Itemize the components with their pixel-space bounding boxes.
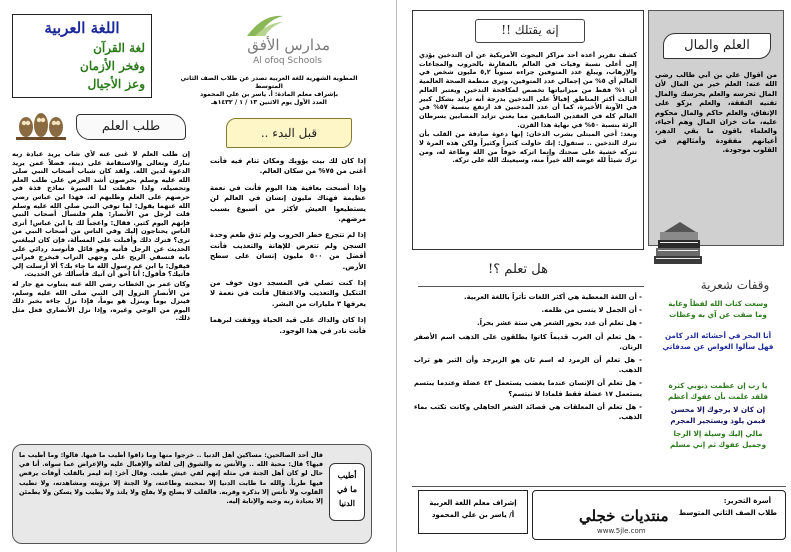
before-start-text [210, 156, 366, 436]
did-you-know-item: - هل تعلم أن المعلقات هي قصائد الشعر الجاهلي وكانت تكتب بماء الذهب. [414, 402, 642, 422]
books-icon [650, 220, 708, 268]
issue-line-3: العدد الأول يوم الاثنين ١٣ / ١ / ١٤٣٢هـ [211, 99, 327, 106]
footer-rule [412, 486, 786, 487]
warning-paragraph: وبعد: أخي المبتلى بشرب الدخان: إنها دعوة صادقة من القلب بأن تترك التدخين .. ستقول: إنك حاولت كثيراً وكثيراً ولكن هذه المرة لا تتركه خشية على صحتك وإنما اتركه خوفاً من الله وطاعة له، ومن ترك شيئاً لله عوضه الله خيراً منه، وسيعينك الله على تركه. [419, 130, 637, 165]
poetry-verse: مالي إليك وسيلة إلا الرجا [673, 429, 763, 438]
warning-text [419, 51, 637, 245]
subject-title-box [12, 14, 152, 98]
before-start-item: وإذا أصبحت بعافية هذا اليوم فأنت في نعمة عظيمة فهناك مليون إنسان في العالم لن يستطيعوا العيش لأكثر من أسبوع بسبب مرضهم. [210, 183, 366, 224]
subject-line-3: وعز الأجيال [87, 77, 145, 91]
did-you-know-item: - هل تعلم أن الزمرد له اسم ثان هو الزبرجد وأن التبر هو تراب الذهب. [414, 356, 642, 375]
knowledge-wealth-text: من أقوال علي بن أبي طالب رضي الله عنه: العلم خير من المال لأن المال تحرسه والعلم يحرسك والمال تفنيه النفقة، والعلم يزكو على الإنفاق، والعلم حاكم والمال محكوم عليه، مات خزان المال وهم أحياء، والعلماء باقون ما بقي الدهر، أعيانهم مفقودة وأمثالهم في القلوب موجودة. [655, 71, 777, 155]
warning-paragraph: كشف تقرير أعده أحد مراكز البحوث الأمريكية عن أن التدخين يؤدي إلى أعلى نسبة وفيات في العالم بالمقارنة بالحروب والمجاعات والإرهاب، ويبلغ عدد المتوفين جراءه سنوياً ٥,٢ مليون شخص في العالم أي ٥% من إجمالي عدد المتوفين، وترى منظمة الصحة العالمية أن ١% فقط من ميزانياتها تخصص لمكافحة التدخين ويعتبر العالم الثالث أكثر المناطق إقبالاً على التدخين بدرجة أنه تزايد بشكل كبير في الآونة الأخيرة، كما أن عدد المدخنين قد ارتفع بنسبة ٥٧% في العالم كله في العقدين السابقين مما يعني تزايد المصابين بسرطان الرئة بنسبة ٥٠% في نهاية هذا القرن. [419, 51, 637, 129]
school-logo [205, 12, 330, 74]
before-start-item: إذا كان والداك على قيد الحياة ووفقت لبرهما فأنت نادر في هذا الوجود. [210, 316, 366, 335]
did-you-know-item: - هل تعلم أن العرب قديماً كانوا يطلقون على الذهب اسم الأصفر الرنان. [414, 332, 642, 351]
pause-box-text: قال أحد الصالحين: مساكين أهل الدنيا .. خرجوا منها وما ذاقوا أطيب ما فيها. قالوا: وما أطيب ما فيها؟ قال: محبة الله .. والأنس به والشوق إلى لقائه والإقبال عليه والإعراض عما سواه. أنا في حال لو كان أهل الجنة في مثله إنهم لفي عيش طيب. وقال آخر: إنه ليمر بالقلب أوقات يرقص فيها طرباً. والله ما طابت الدنيا إلا بمحبته وطاعته، ولا الجنة إلا برؤيته ومشاهدته، ولا تطيب القلوب ولا تأنس إلا بذكره وقربه. فالقلب لا يصلح ولا يفلح ولا يلتذ ولا يطيب ولا يسكن ولا يطمئن إلا بعبادة ربه وحبه والإنابة إليه. [19, 451, 323, 506]
editorial-line-2: طلاب الصف الثاني المتوسط [678, 509, 777, 517]
editorial-line-1: أسرة التحرير: [723, 497, 771, 505]
supervisor-box [418, 490, 528, 534]
poetry-verse: يا رب إن عظمت ذنوبي كثرة [668, 381, 768, 390]
seeking-knowledge-heading [76, 114, 186, 140]
seeking-knowledge-paragraph: إن طلب العلم لا غنى عنه لأي شاب يريد عبادة ربه تبارك وتعالى والاستقامة على دينه، فضلاً عمن يريد الدعوة لدين الله. ولقد كان شباب أصحاب النبي صلى الله عليه وسلم يحرصون أشد الحرص على طلب العلم وتحصيله، ولذا حفظت لنا السيرة نماذج فذة في حرصهم على العلم وطلبهم له. فهذا ابن عباس رضي الله عنهما يقول: لما توفي النبي صلى الله عليه وسلم قلت لرجل من الأنصار: هلم فلنسأل أصحاب النبي فإنهم اليوم كثير. فقال: واعجباً لك يا ابن عباس! أترى الناس يحتاجون إليك وفي الناس من أصحاب النبي من ترى؟ فترك ذلك وأقبلت على المسألة، فإن كان ليبلغني الحديث عن الرجل فآتيه وهو قائل فأتوسد ردائي على بابه فتسفي الريح على وجهي التراب فيخرج فيراني فيقول: يا ابن عم رسول الله ما جاء بك؟ ألا أرسلت إلي فآتيك؟ فأقول: أنا أحق أن آتيك فأسألك عن الحديث. [12, 150, 190, 279]
seeking-knowledge-text [12, 150, 190, 435]
did-you-know-item: - هل تعلم أن الإنسان عندما يغضب يستعمل ٤٣ عضلة وعندما يبتسم يستعمل ١٧ عضلة فقط فلماذا لا نبتسم؟ [414, 379, 642, 398]
poetry-verse: إن كان لا يرجوك إلا محسن [670, 405, 766, 414]
warning-article [412, 10, 644, 250]
pause-heading-line: أطيب [337, 470, 357, 480]
before-start-heading [226, 118, 352, 148]
pause-box-heading [329, 463, 365, 521]
poetry-verse: فلقد علمت بأن عفوك أعظم [668, 392, 768, 401]
did-you-know-rule [418, 286, 644, 287]
poetry-verse: أنا البحر في أحشائه الدر كامن [664, 331, 772, 340]
pause-heading-line: ما في [337, 484, 357, 494]
supervisor-line-2: أ/ ياسر بن علي المحمود [431, 511, 515, 519]
poetry-stanza-3 [650, 380, 786, 402]
did-you-know-list [414, 292, 642, 472]
forum-watermark: منتديات خجلي [579, 507, 669, 525]
poetry-stanza-5 [650, 428, 786, 450]
poetry-title: وقفات شعرية [700, 278, 770, 292]
did-you-know-item: - هل تعلم أن عدد بحور الشعر هي ستة عشر بحراً. [477, 319, 642, 328]
warning-title: إنه يقتلك !! [501, 23, 559, 37]
before-start-item: إذا كان لك بيت يؤويك ومكان تنام فيه فأنت أغنى من ٧٥% من سكان العالم. [210, 157, 366, 176]
supervisor-line-1: إشراف معلم اللغة العربية [429, 499, 517, 507]
poetry-verse: وجميل عفوك ثم إني مسلم [669, 440, 767, 449]
before-start-title: قبل البدء .. [260, 126, 318, 140]
before-start-item: إذا لم تتجرع خطر الحروب ولم تذق طعم وحدة السجن ولم تتعرض للإهانة والتعذيب فأنت أفضل من ٥٠٠ مليون إنسان على سطح الأرض. [210, 231, 366, 271]
warning-heading-badge [475, 19, 585, 43]
poetry-verse: فبمن يلوذ ويستجير المجرم [670, 416, 766, 425]
poetry-verse: فهل سألوا الغواص عن صدفاتي [662, 342, 774, 351]
did-you-know-item: - أن اللغة المعطية هي أكثر اللغات تأثراً باللغة العربية. [464, 293, 642, 301]
pause-box [12, 444, 372, 544]
knowledge-wealth-sidebar [648, 10, 784, 246]
subject-title: اللغة العربية [44, 19, 120, 37]
poetry-heading [690, 278, 780, 300]
poetry-verse: وسعت كتاب الله لفظاً وغاية [668, 299, 768, 308]
editorial-box [532, 490, 786, 540]
did-you-know-title: هل تعلم ؟! [488, 262, 548, 277]
issue-info [172, 75, 366, 107]
poetry-verse: وما ضقت عن آي به وعظات [669, 310, 767, 319]
pause-heading-line: الدنيا [339, 498, 355, 508]
did-you-know-item: - أن الجمل لا ينسى من ظلمه. [541, 306, 642, 315]
subject-line-1: لغة القرآن [93, 41, 145, 55]
issue-line-2: بإشراف معلم المادة: أ. ياسر بن علي المحمود [199, 91, 339, 98]
poetry-stanza-1 [650, 298, 786, 320]
subject-line-2: وفخر الأزمان [80, 59, 145, 73]
knowledge-wealth-heading [663, 33, 771, 59]
knowledge-wealth-title: العلم والمال [684, 38, 750, 53]
logo-mark-icon [245, 12, 285, 38]
poetry-stanza-2 [650, 330, 786, 352]
school-logo-arabic: مدارس الأفق [247, 36, 330, 54]
poetry-stanza-4 [650, 404, 786, 426]
forum-watermark-url: www.5jle.com [597, 527, 646, 535]
did-you-know-heading [470, 262, 566, 284]
issue-line-1: المطوية الشهرية للغة العربية تصدر عن طلاب الصف الثاني المتوسط [180, 75, 358, 90]
owls-icon [14, 104, 68, 144]
seeking-knowledge-title: طلب العلم [101, 119, 161, 134]
page-fold-divider [396, 0, 397, 552]
school-logo-english: Al ofoq Schools [253, 56, 322, 66]
before-start-item: إذا كنت تصلي في المسجد دون خوف من التنكيل والتعذيب والاعتقال فأنت في نعمة لا يعرفها ٣ مليارات من البشر. [210, 279, 366, 308]
seeking-knowledge-paragraph: وكان عمر بن الخطاب رضي الله عنه يتناوب مع جار له من الأنصار النزول إلى النبي صلى الله عليه وسلم، فينزل يوماً وينزل هو يوماً، فإذا نزل جاءه بخبر ذلك اليوم من الوحي وغيره، وإذا نزل الأنصاري فعل مثل ذلك. [12, 279, 190, 323]
